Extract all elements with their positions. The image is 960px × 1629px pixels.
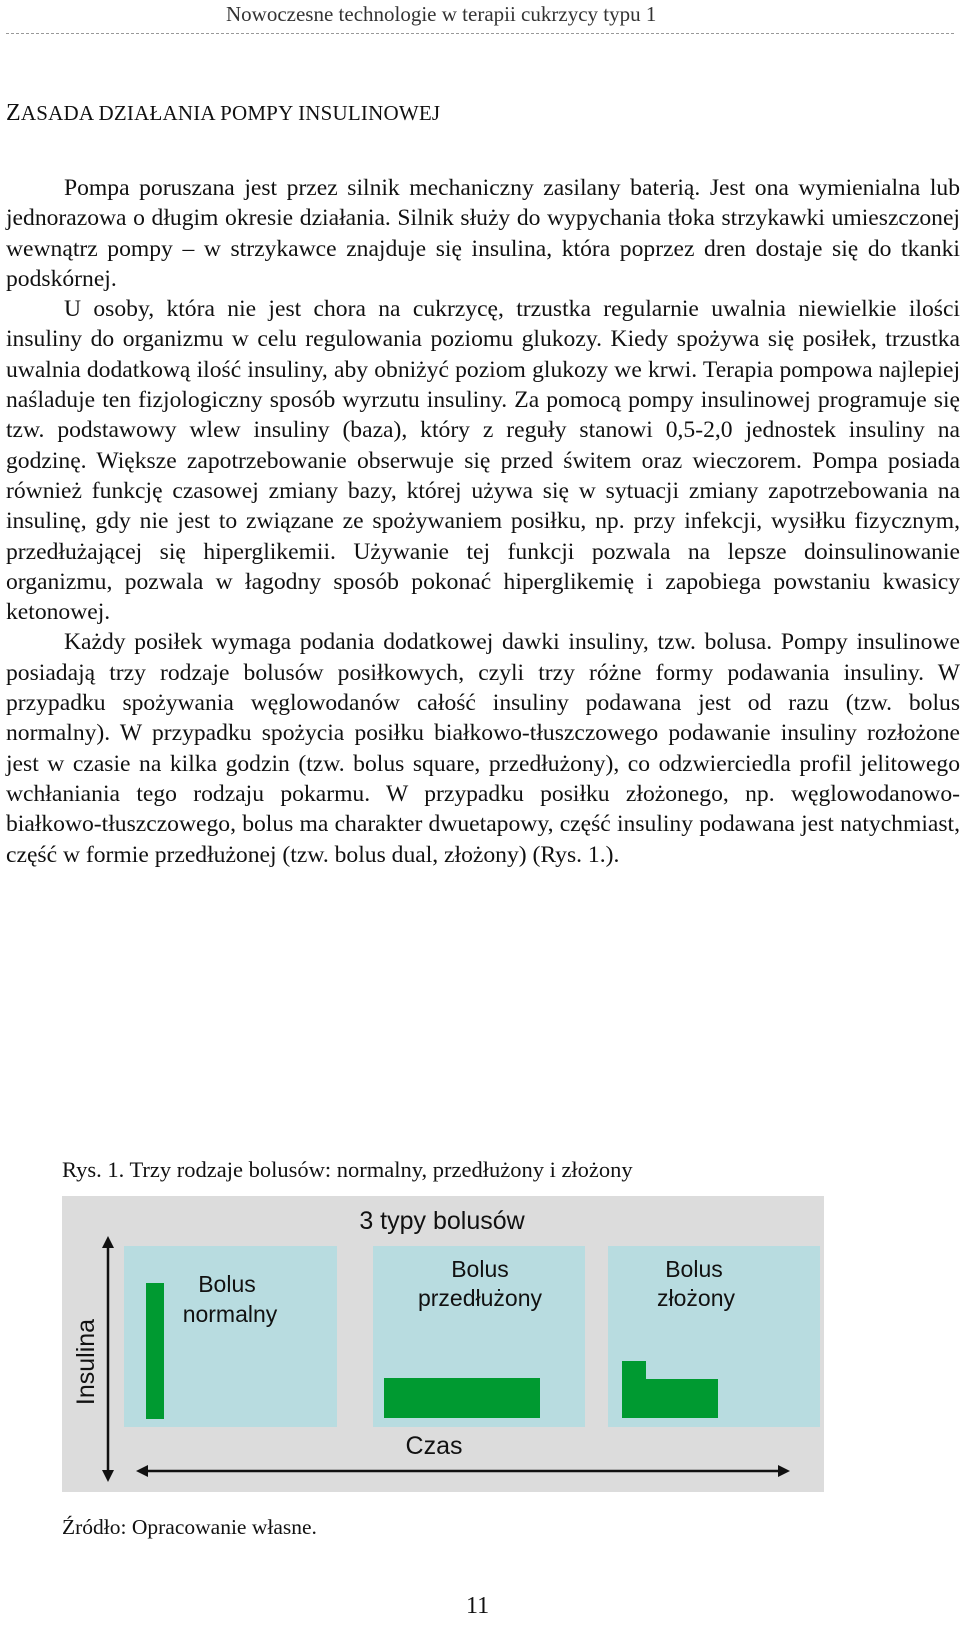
bolus-normalny-bar [146, 1283, 164, 1419]
section-title-rest: ASADA DZIAŁANIA POMPY INSULINOWEJ [20, 101, 441, 125]
panel-zlozony-line1: Bolus [665, 1256, 723, 1282]
bolus-types-figure [62, 1196, 824, 1492]
panel-przedluzony-line2: przedłużony [417, 1285, 543, 1311]
y-axis-label: Insulina [72, 1318, 100, 1406]
running-header [0, 0, 960, 34]
section-title-initial: Z [6, 100, 21, 126]
panel-normalny-line2: normalny [182, 1301, 278, 1327]
panel-normalny-line1: Bolus [198, 1271, 256, 1297]
paragraph-bolus-types: Każdy posiłek wymaga podania dodatkowej dawki insuliny, tzw. bolusa. Pompy insulinowe posiadają trzy rodzaje bolusów posiłkowych, czyli trzy różne formy podawania insuliny. W przypadku spożywania węglowodanów całość insuliny podawana jest od razu (tzw. bolus normalny). W przypadku spożycia posiłku białkowo-tłuszczowego podawanie insuliny rozłożone jest w czasie na kilka godzin (tzw. bolus square, przedłużony), co odzwierciedla profil jelitowego wchłaniania tego rodzaju pokarmu. W przypadku posiłku złożonego, np. węglowodanowo-białkowo-tłuszczowego, bolus ma charakter dwuetapowy, część insuliny podawana jest natychmiast, część w formie przedłużonej (tzw. bolus dual, złożony) (Rys. 1.). [6, 629, 960, 868]
running-header-title: Nowoczesne technologie w terapii cukrzycy typu 1 [226, 2, 657, 26]
panel-zlozony-line2: złożony [657, 1285, 735, 1311]
page-number: 11 [466, 1593, 490, 1619]
figure-title: 3 typy bolusów [359, 1207, 525, 1235]
figure-caption: Rys. 1. Trzy rodzaje bolusów: normalny, przedłużony i złożony [62, 1157, 633, 1182]
paragraph-pump-mechanism: Pompa poruszana jest przez silnik mechaniczny zasilany baterią. Jest ona wymienialna lub jednorazowa o długim okresie działania. Silnik służy do wypychania tłoka strzykawki umieszczonej wewnątrz pompy – w strzykawce znajduje się insulina, która poprzez dren dostaje się do tkanki podskórnej. [6, 175, 960, 292]
body-text [6, 173, 960, 870]
paragraph-basal-insulin: U osoby, która nie jest chora na cukrzycę, trzustka regularnie uwalnia niewielkie ilości insuliny do organizmu w celu regulowania poziomu glukozy. Kiedy spożywa się posiłek, trzustka uwalnia dodatkową ilość insuliny, aby obniżyć poziom glukozy we krwi. Terapia pompowa najlepiej naśladuje ten fizjologiczny sposób wyrzutu insuliny. Za pomocą pompy insulinowej programuje się tzw. podstawowy wlew insuliny (baza), który z reguły stanowi 0,5-2,0 jednostek insuliny na godzinę. Większe zapotrzebowanie obserwuje się przed świtem oraz wieczorem. Pompa posiada również funkcję czasowej zmiany bazy, której używa się w sytuacji zmiany zapotrzebowania na insulinę, gdy nie jest to związane ze spożywaniem posiłku, np. przy infekcji, wysiłku fizycznym, przedłużającej się hiperglikemii. Używanie tej funkcji pozwala na lepsze doinsulinowanie organizmu, pozwala w łagodny sposób pokonać hiperglikemię i zapobiega powstaniu kwasicy ketonowej. [6, 296, 960, 626]
bolus-diagram [62, 1196, 824, 1492]
header-rule [6, 33, 954, 34]
x-axis-label: Czas [405, 1432, 463, 1460]
bolus-przedluzony-bar [384, 1378, 540, 1418]
section-title [6, 100, 440, 127]
figure-source: Źródło: Opracowanie własne. [62, 1515, 317, 1539]
panel-przedluzony-line1: Bolus [451, 1256, 509, 1282]
